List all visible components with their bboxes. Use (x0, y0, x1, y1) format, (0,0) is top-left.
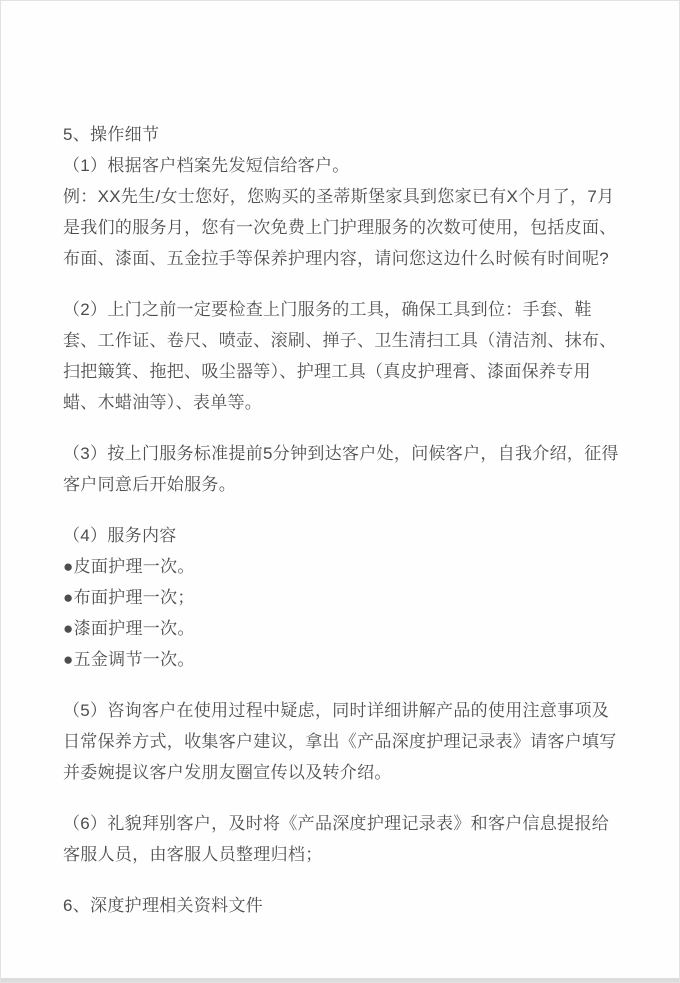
service-bullet-leather: ●皮面护理一次。 (63, 557, 195, 576)
step-3-text: （3）按上门服务标准提前5分钟到达客户处，问候客户，自我介绍，征得客户同意后开始服务。 (63, 444, 619, 494)
step-5-block (63, 695, 619, 788)
section-5-block (63, 119, 619, 274)
step-3-block (63, 438, 619, 500)
section-6-heading: 6、深度护理相关资料文件 (63, 896, 264, 915)
step-4-block (63, 520, 619, 675)
service-bullet-fabric: ●布面护理一次； (63, 588, 195, 607)
section-5-heading: 5、操作细节 (63, 125, 160, 144)
step-5-text: （5）咨询客户在使用过程中疑虑，同时详细讲解产品的使用注意事项及日常保养方式，收集客户建议，拿出《产品深度护理记录表》请客户填写并委婉提议客户发朋友圈宣传以及转介绍。 (63, 701, 617, 782)
step-2-block (63, 294, 619, 418)
document-content (1, 1, 679, 921)
step-1-example-text: 例：XX先生/女士您好，您购买的圣蒂斯堡家具到您家已有X个月了，7月是我们的服务月，您有一次免费上门护理服务的次数可使用，包括皮面、布面、漆面、五金拉手等保养护理内容，请问您这边什么时候有时间呢? (63, 187, 617, 268)
step-1-text: （1）根据客户档案先发短信给客户。 (63, 156, 350, 175)
service-bullet-hardware: ●五金调节一次。 (63, 650, 195, 669)
step-6-text: （6）礼貌拜别客户，及时将《产品深度护理记录表》和客户信息提报给客服人员，由客服人员整理归档； (63, 814, 610, 864)
section-6-block (63, 890, 619, 921)
page-bottom-divider (1, 978, 679, 982)
step-2-text: （2）上门之前一定要检查上门服务的工具，确保工具到位：手套、鞋套、工作证、卷尺、喷壶、滚刷、掸子、卫生清扫工具（清洁剂、抹布、扫把簸箕、拖把、吸尘器等）、护理工具（真皮护理膏、漆面保养专用蜡、木蜡油等）、表单等。 (63, 300, 617, 412)
service-bullet-paint: ●漆面护理一次。 (63, 619, 195, 638)
step-4-heading: （4）服务内容 (63, 526, 177, 545)
step-6-block (63, 808, 619, 870)
